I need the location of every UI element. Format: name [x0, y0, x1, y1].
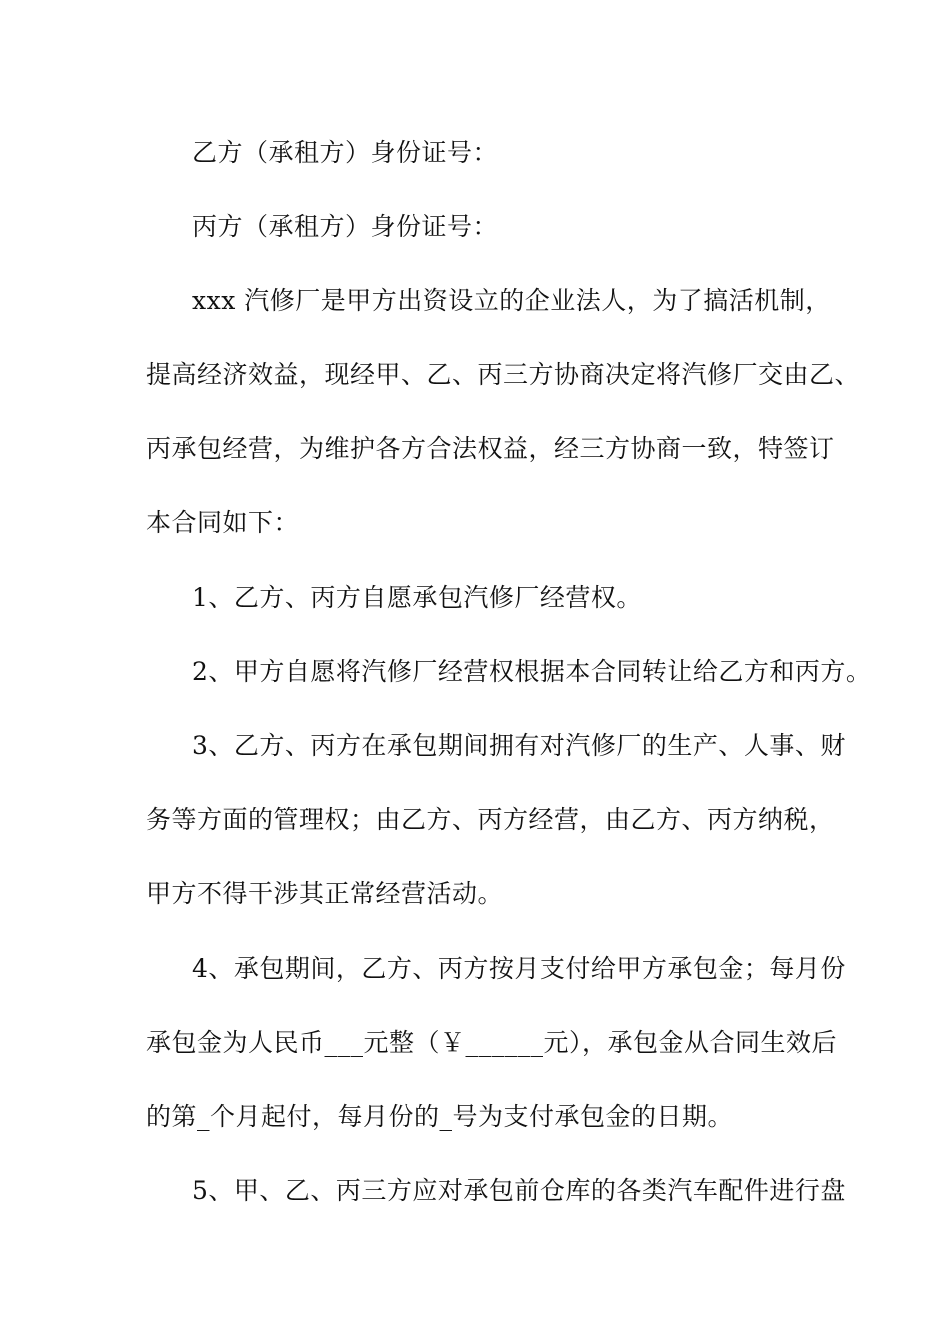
preamble-line-3: 丙承包经营，为维护各方合法权益，经三方协商一致，特签订 — [146, 434, 835, 463]
clause-4-line-2: 承包金为人民币___元整（￥______元），承包金从合同生效后 — [146, 1028, 838, 1057]
clause-1-line: 1、乙方、丙方自愿承包汽修厂经营权。 — [192, 583, 642, 612]
clause-4-line-3: 的第_个月起付，每月份的_号为支付承包金的日期。 — [146, 1102, 734, 1131]
preamble-line-1: xxx 汽修厂是甲方出资设立的企业法人，为了搞活机制， — [192, 286, 831, 315]
clause-5-line-1: 5、甲、乙、丙三方应对承包前仓库的各类汽车配件进行盘 — [192, 1176, 846, 1205]
preamble-line-4: 本合同如下： — [146, 508, 300, 537]
clause-3-line-2: 务等方面的管理权；由乙方、丙方经营，由乙方、丙方纳税， — [146, 805, 835, 834]
party-b-id-line: 乙方（承租方）身份证号： — [192, 138, 499, 167]
party-c-id-line: 丙方（承租方）身份证号： — [192, 212, 499, 241]
clause-4-line-1: 4、承包期间，乙方、丙方按月支付给甲方承包金；每月份 — [192, 954, 846, 983]
clause-2-line: 2、甲方自愿将汽修厂经营权根据本合同转让给乙方和丙方。 — [192, 657, 872, 686]
clause-3-line-1: 3、乙方、丙方在承包期间拥有对汽修厂的生产、人事、财 — [192, 731, 846, 760]
clause-3-line-3: 甲方不得干涉其正常经营活动。 — [146, 879, 504, 908]
preamble-line-2: 提高经济效益，现经甲、乙、丙三方协商决定将汽修厂交由乙、 — [146, 360, 861, 389]
